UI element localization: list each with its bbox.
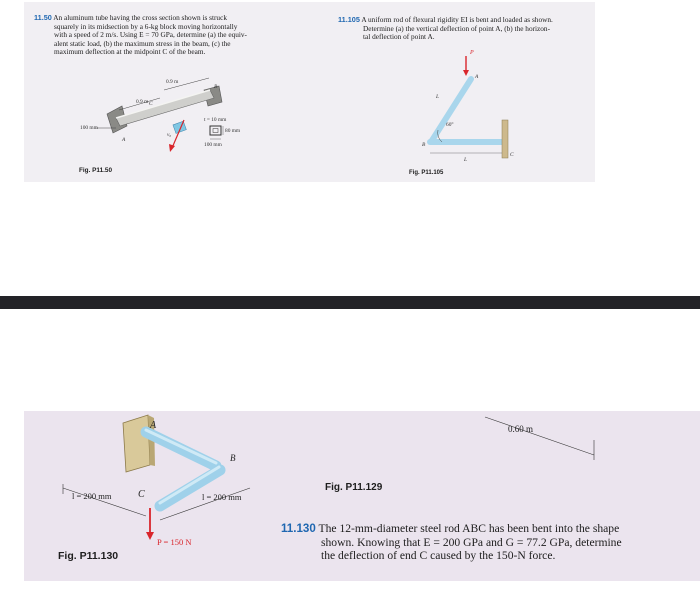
problem-text-line: alent static load, (b) the maximum stress in the beam, (c) the (54, 38, 231, 48)
problem-text-line: The 12-mm-diameter steel rod ABC has been bent into the shape (318, 522, 620, 535)
problem-text-line: shown. Knowing that E = 200 GPa and G = 77.2 GPa, determine (321, 535, 622, 549)
problem-number: 11.105 (338, 15, 360, 24)
problem-text-line: squarely in its midsection by a 6-kg block moving horizontally (54, 21, 238, 31)
problem-text-line: with a speed of 2 m/s. Using E = 70 GPa, determine (a) the equiv- (54, 30, 247, 40)
point-label: A (475, 74, 479, 80)
fig-label-p11-105: Fig. P11.105 (409, 170, 444, 176)
fig-label-p11-50: Fig. P11.50 (79, 167, 113, 174)
point-label: A (150, 420, 157, 431)
point-label: B (214, 84, 218, 90)
dim-label: 0.9 m (166, 79, 179, 85)
dim-label: 0.9 m (136, 99, 149, 105)
fig-label-p11-129: Fig. P11.129 (325, 482, 383, 493)
point-label: C (138, 489, 145, 500)
dim-line (485, 417, 594, 455)
point-label: B (230, 453, 236, 463)
length-label: L (436, 94, 439, 100)
dim-label: 100 mm (80, 125, 98, 131)
point-label: B (422, 142, 426, 148)
velocity-label: v₀ (167, 132, 172, 138)
dim-label: 0.60 m (508, 424, 534, 434)
point-label: C (510, 152, 514, 158)
load-label: P (470, 50, 474, 56)
problem-text-line: Determine (a) the vertical deflection of point A, (b) the horizon- (363, 23, 551, 33)
problem-text-line: An aluminum tube having the cross section shown is struck (53, 13, 227, 22)
problem-text-line: maximum deflection at the midpoint C of the beam. (54, 47, 206, 57)
length-label: L (464, 157, 467, 163)
length-label: l = 200 mm (72, 491, 112, 501)
point-label: A (122, 137, 126, 143)
dim-label: 100 mm (204, 142, 222, 148)
problem-number: 11.130 (281, 522, 316, 535)
angle-label: 60° (446, 122, 454, 128)
load-label: P = 150 N (157, 537, 192, 547)
point-label: C (149, 101, 153, 107)
problem-text-line: the deflection of end C caused by the 150-N force. (321, 549, 556, 562)
problem-number: 11.50 (34, 13, 52, 22)
problem-text-line: tal deflection of point A. (363, 32, 435, 42)
fig-label-p11-130: Fig. P11.130 (58, 550, 119, 562)
dim-label: 80 mm (225, 128, 241, 134)
dim-label: t = 10 mm (204, 117, 227, 123)
problem-text-line: A uniform rod of flexural rigidity EI is bent and loaded as shown. (361, 15, 553, 24)
problem-11-130 (281, 522, 681, 563)
length-label: l = 200 mm (202, 492, 242, 502)
